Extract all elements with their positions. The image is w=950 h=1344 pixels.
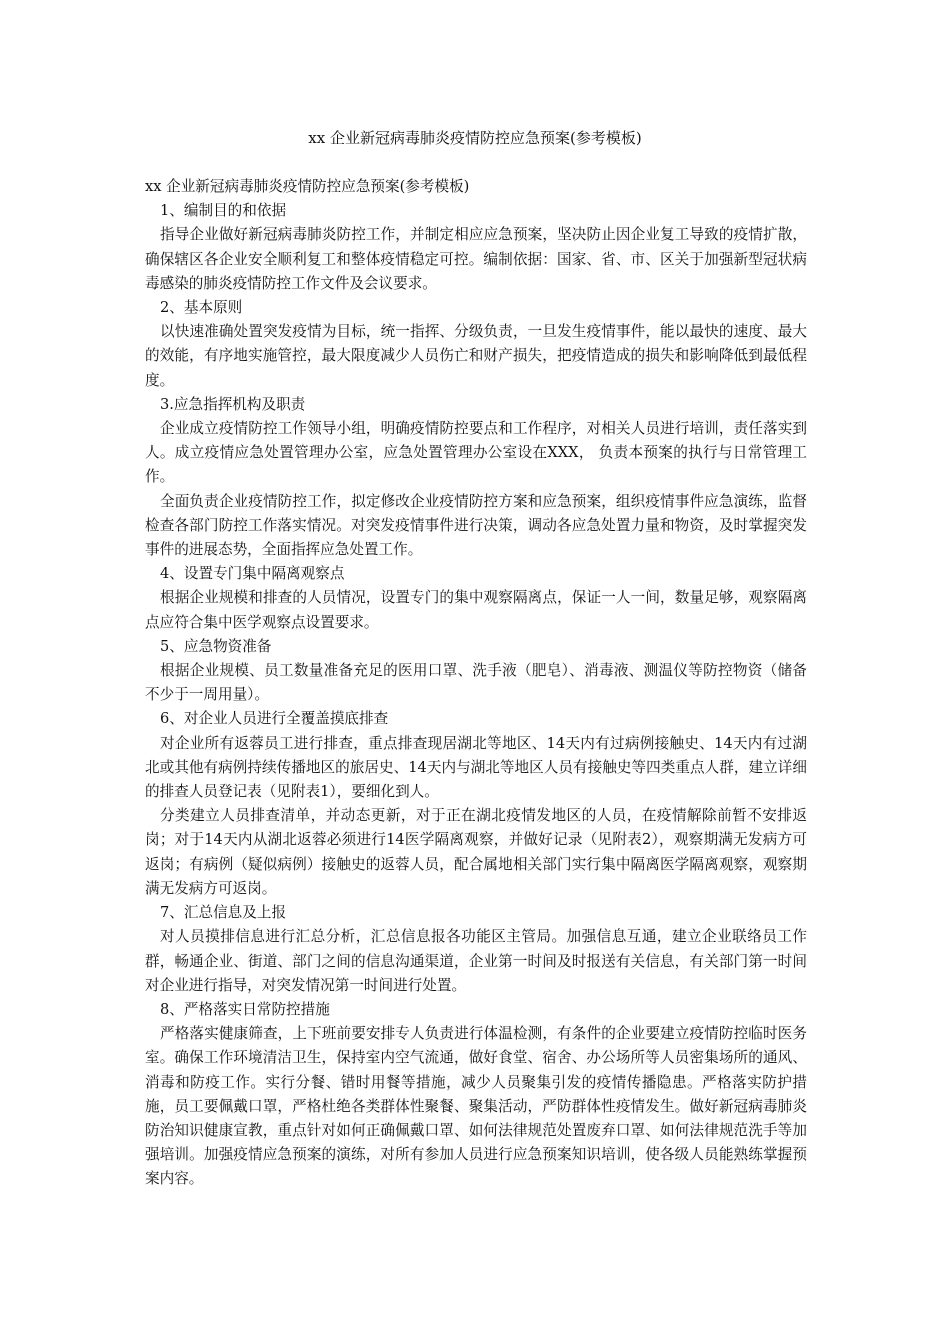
paragraph: 根据企业规模、员工数量准备充足的医用口罩、洗手液（肥皂）、消毒液、测温仪等防控物资（储备不少于一周用量）。 xyxy=(145,662,807,704)
paragraph: 严格落实健康筛查，上下班前要安排专人负责进行体温检测，有条件的企业要建立疫情防控临时医务室。确保工作环境清洁卫生，保持室内空气流通，做好食堂、宿舍、办公场所等人员密集场所的通风、消毒和防疫工作。实行分餐、错时用餐等措施，减少人员聚集引发的疫情传播隐患。严格落实防护措施，员工要佩戴口罩，严格杜绝各类群体性聚餐、聚集活动，严防群体性疫情发生。做好新冠病毒肺炎防治知识健康宣教，重点针对如何正确佩戴口罩、如何法律规范处置废弃口罩、如何法律规范洗手等加强培训。加强疫情应急预案的演练，对所有参加人员进行应急预案知识培训，使各级人员能熟练掌握预案内容。 xyxy=(145,1025,807,1188)
paragraph: 指导企业做好新冠病毒肺炎防控工作，并制定相应应急预案，坚决防止因企业复工导致的疫情扩散，确保辖区各企业安全顺利复工和整体疫情稳定可控。编制依据：国家、省、市、区关于加强新型冠状病毒感染的肺炎疫情防控工作文件及会议要求。 xyxy=(145,226,807,292)
paragraph: 对人员摸排信息进行汇总分析，汇总信息报各功能区主管局。加强信息互通，建立企业联络员工作群，畅通企业、街道、部门之间的信息沟通渠道，企业第一时间及时报送有关信息，有关部门第一时间对企业进行指导，对突发情况第一时间进行处置。 xyxy=(145,928,807,994)
section-heading-6: 6、对企业人员进行全覆盖摸底排查 xyxy=(160,710,389,728)
paragraph: 全面负责企业疫情防控工作，拟定修改企业疫情防控方案和应急预案，组织疫情事件应急演练，监督检查各部门防控工作落实情况。对突发疫情事件进行决策，调动各应急处置力量和物资，及时掌握突发事件的进展态势，全面指挥应急处置工作。 xyxy=(145,492,807,559)
paragraph: 以快速准确处置突发疫情为目标，统一指挥、分级负责，一旦发生疫情事件，能以最快的速度、最大的效能，有序地实施管控，最大限度减少人员伤亡和财产损失，把疫情造成的损失和影响降低到最低程度。 xyxy=(145,323,807,389)
document-body xyxy=(145,175,807,1192)
section-heading-1: 1、编制目的和依据 xyxy=(160,202,287,220)
section-heading-2: 2、基本原则 xyxy=(160,299,243,317)
paragraph: 企业成立疫情防控工作领导小组，明确疫情防控要点和工作程序，对相关人员进行培训，责任落实到人。成立疫情应急处置管理办公室，应急处置管理办公室设在XXX， 负责本预案的执行与日常管理工作。 xyxy=(145,420,807,486)
section-heading-4: 4、设置专门集中隔离观察点 xyxy=(160,565,345,583)
section-heading-8: 8、严格落实日常防控措施 xyxy=(160,1000,330,1018)
document-subtitle: xx 企业新冠病毒肺炎疫情防控应急预案(参考模板) xyxy=(145,178,470,195)
paragraph: 分类建立人员排查清单，并动态更新，对于正在湖北疫情发地区的人员，在疫情解除前暂不安排返岗；对于14天内从湖北返蓉必须进行14医学隔离观察，并做好记录（见附表2），观察期满无发病方可返岗；有病例（疑似病例）接触史的返蓉人员，配合属地相关部门实行集中隔离医学隔离观察，观察期满无发病方可返岗。 xyxy=(145,807,807,897)
document-title: xx 企业新冠病毒肺炎疫情防控应急预案(参考模板) xyxy=(308,129,642,147)
paragraph: 根据企业规模和排查的人员情况，设置专门的集中观察隔离点，保证一人一间，数量足够，观察隔离点应符合集中医学观察点设置要求。 xyxy=(145,589,807,631)
section-heading-5: 5、应急物资准备 xyxy=(160,637,272,655)
section-heading-7: 7、汇总信息及上报 xyxy=(160,904,287,922)
paragraph: 对企业所有返蓉员工进行排查，重点排查现居湖北等地区、14天内有过病例接触史、14天内有过湖北或其他有病例持续传播地区的旅居史、14天内与湖北等地区人员有接触史等四类重点人群，建立详细的排查人员登记表（见附表1），要细化到人。 xyxy=(145,734,807,801)
section-heading-3: 3.应急指挥机构及职责 xyxy=(160,395,306,413)
